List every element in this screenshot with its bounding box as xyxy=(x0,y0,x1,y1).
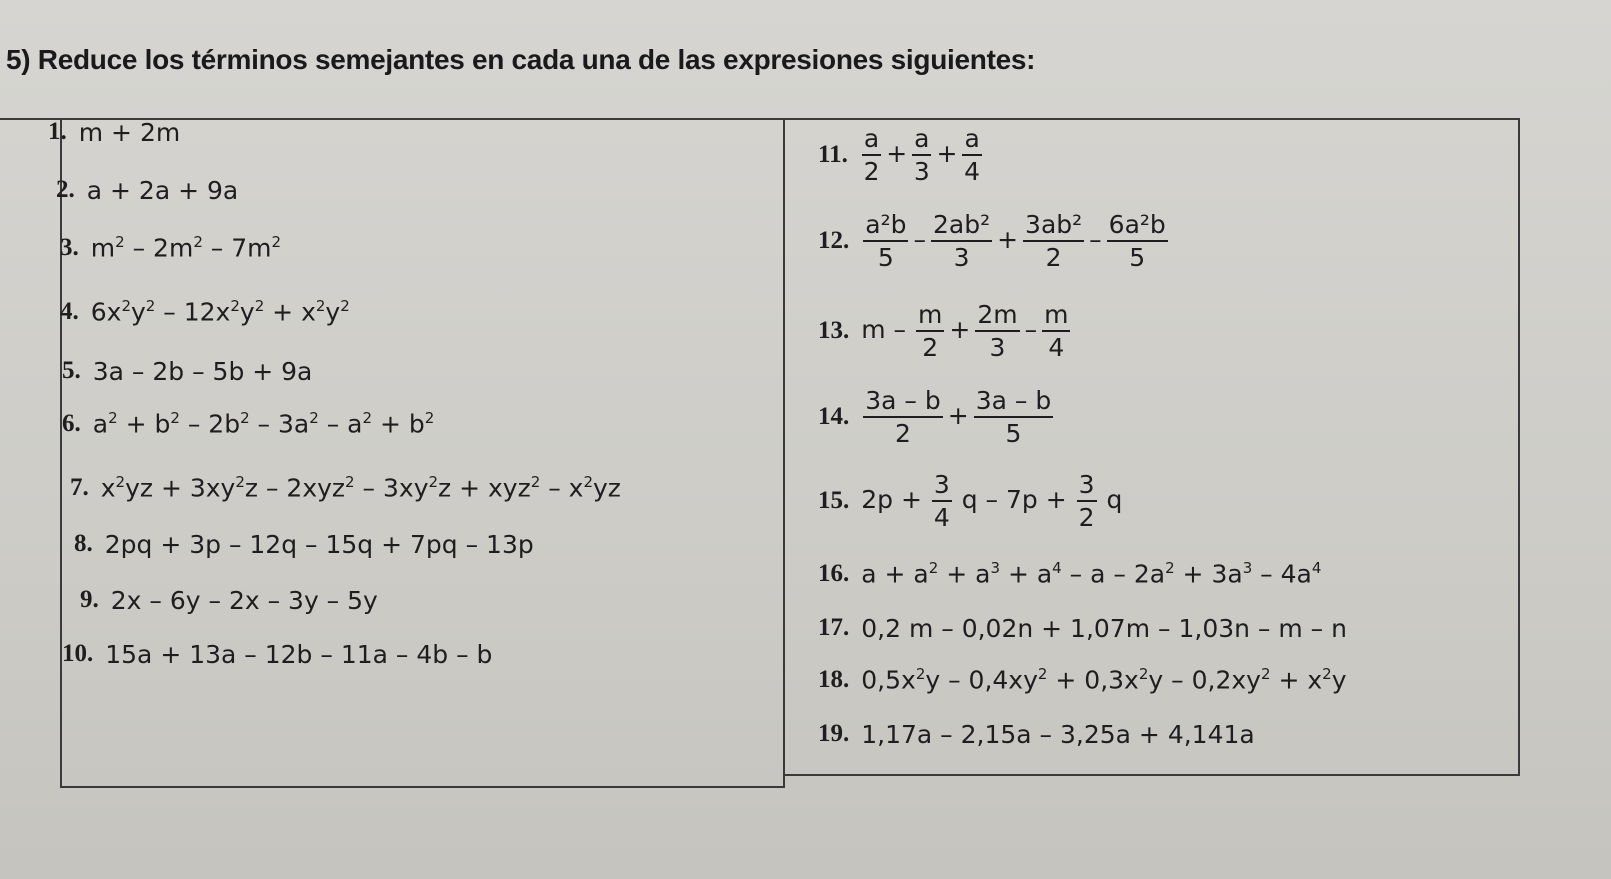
exercise-item-1 xyxy=(48,116,180,147)
expression: $a^2 + b^2 - 2b^2 - 3a^2 - a^2 + b^2$ xyxy=(92,409,435,439)
item-number: 12. xyxy=(818,227,850,254)
fraction: $\frac{3a - b}{5}$ xyxy=(975,386,1052,448)
expression: $0,5x^2y - 0,4xy^2 + 0,3x^2y - 0,2xy^2 + x^2y$ xyxy=(861,665,1347,695)
exercise-item-6 xyxy=(62,408,434,439)
column-divider xyxy=(783,118,785,788)
item-number: 13. xyxy=(818,317,850,344)
exercise-item-12: 12. $\frac{\text{a²b}}{5}$ – $\frac{\text{2ab²}}{3}$ + $\frac{\text{3ab²}}{2}$ – $\frac{\text{6a²b}}{5}$ xyxy=(818,210,1166,272)
fraction: $\frac{3}{2}$ xyxy=(1078,470,1095,532)
exercise-item-19 xyxy=(818,718,1255,749)
fraction: $\frac{3}{4}$ xyxy=(933,470,950,532)
exercise-item-13: 13. m – $\frac{m}{2}$ + $\frac{2m}{3}$ – $\frac{m}{4}$ xyxy=(818,300,1069,362)
expression: 2pq + 3p – 12q – 15q + 7pq – 13p xyxy=(104,529,534,559)
expression: $a + a^2 + a^3 + a^4 - a - 2a^2 + 3a^3 - 4a^4$ xyxy=(861,559,1322,589)
expression: 3a – 2b – 5b + 9a xyxy=(92,356,313,386)
item-number: 15. xyxy=(818,487,850,514)
fraction: $\frac{m}{4}$ xyxy=(1044,300,1069,362)
item-number: 19. xyxy=(818,720,850,747)
table-top-border xyxy=(0,118,1520,120)
exercise-item-3 xyxy=(60,232,281,263)
item-number: 8. xyxy=(74,530,93,557)
fraction: $\frac{\text{3ab²}}{2}$ xyxy=(1025,210,1083,272)
expression: a + 2a + 9a xyxy=(86,175,239,205)
fraction: $\frac{a}{4}$ xyxy=(964,124,981,186)
exercise-item-15: 15. 2p + $\frac{3}{4}$ q – 7p + $\frac{3}{2}$ q xyxy=(818,470,1123,532)
item-number: 7. xyxy=(70,474,89,501)
exercise-item-10 xyxy=(62,638,492,669)
item-number: 4. xyxy=(60,298,79,325)
expression: 0,2 m – 0,02n + 1,07m – 1,03n – m – n xyxy=(861,613,1347,643)
fraction: $\frac{a}{3}$ xyxy=(913,124,930,186)
left-column-bottom-border xyxy=(60,786,785,788)
item-number: 14. xyxy=(818,403,850,430)
expression: m + 2m xyxy=(78,117,181,147)
exercise-item-5 xyxy=(62,355,312,386)
exercise-item-4 xyxy=(60,296,350,327)
fraction: $\frac{2m}{3}$ xyxy=(977,300,1018,362)
expression: 1,17a – 2,15a – 3,25a + 4,141a xyxy=(861,719,1255,749)
exercise-item-7 xyxy=(70,472,621,503)
table-right-border xyxy=(1518,118,1520,776)
exercise-title: 5) Reduce los términos semejantes en cada una de las expresiones siguientes: xyxy=(6,44,1036,75)
item-number: 18. xyxy=(818,666,850,693)
fraction: $\frac{3a - b}{2}$ xyxy=(865,386,941,448)
item-number: 9. xyxy=(80,586,99,613)
fraction: $\frac{m}{2}$ xyxy=(918,300,943,362)
item-number: 3. xyxy=(60,234,79,261)
expression: 2x – 6y – 2x – 3y – 5y xyxy=(110,585,378,615)
exercise-item-16 xyxy=(818,558,1321,589)
exercise-item-18 xyxy=(818,664,1346,695)
item-number: 17. xyxy=(818,614,850,641)
expression: $m^2 - 2m^2 - 7m^2$ xyxy=(90,233,282,263)
expression: $6x^2y^2 - 12x^2y^2 + x^2y^2$ xyxy=(90,297,350,327)
exercise-item-9 xyxy=(80,584,378,615)
exercise-item-14: 14. $\frac{3a - b}{2}$ + $\frac{3a - b}{5}$ xyxy=(818,386,1052,448)
item-number: 11. xyxy=(818,141,848,168)
item-number: 10. xyxy=(62,640,94,667)
item-number: 5. xyxy=(62,357,81,384)
item-number: 6. xyxy=(62,410,81,437)
expression: $x^2yz + 3xy^2z - 2xyz^2 - 3xy^2z + xyz^2 - x^2yz$ xyxy=(100,473,621,503)
fraction: $\frac{a}{2}$ xyxy=(863,124,880,186)
fraction: $\frac{\text{2ab²}}{3}$ xyxy=(932,210,991,272)
right-column-bottom-border xyxy=(783,774,1520,776)
exercise-item-17 xyxy=(818,612,1347,643)
fraction: $\frac{\text{6a²b}}{5}$ xyxy=(1108,210,1166,272)
item-number: 2. xyxy=(56,176,75,203)
item-number: 16. xyxy=(818,560,850,587)
exercise-item-8 xyxy=(74,528,534,559)
item-number: 1. xyxy=(48,118,67,145)
expression: 15a + 13a – 12b – 11a – 4b – b xyxy=(105,639,493,669)
table-left-border xyxy=(60,118,62,788)
fraction: $\frac{\text{a²b}}{5}$ xyxy=(865,210,907,272)
exercise-item-2 xyxy=(56,174,238,205)
exercise-item-11: 11. $\frac{a}{2}$ + $\frac{a}{3}$ + $\frac{a}{4}$ xyxy=(818,124,981,186)
